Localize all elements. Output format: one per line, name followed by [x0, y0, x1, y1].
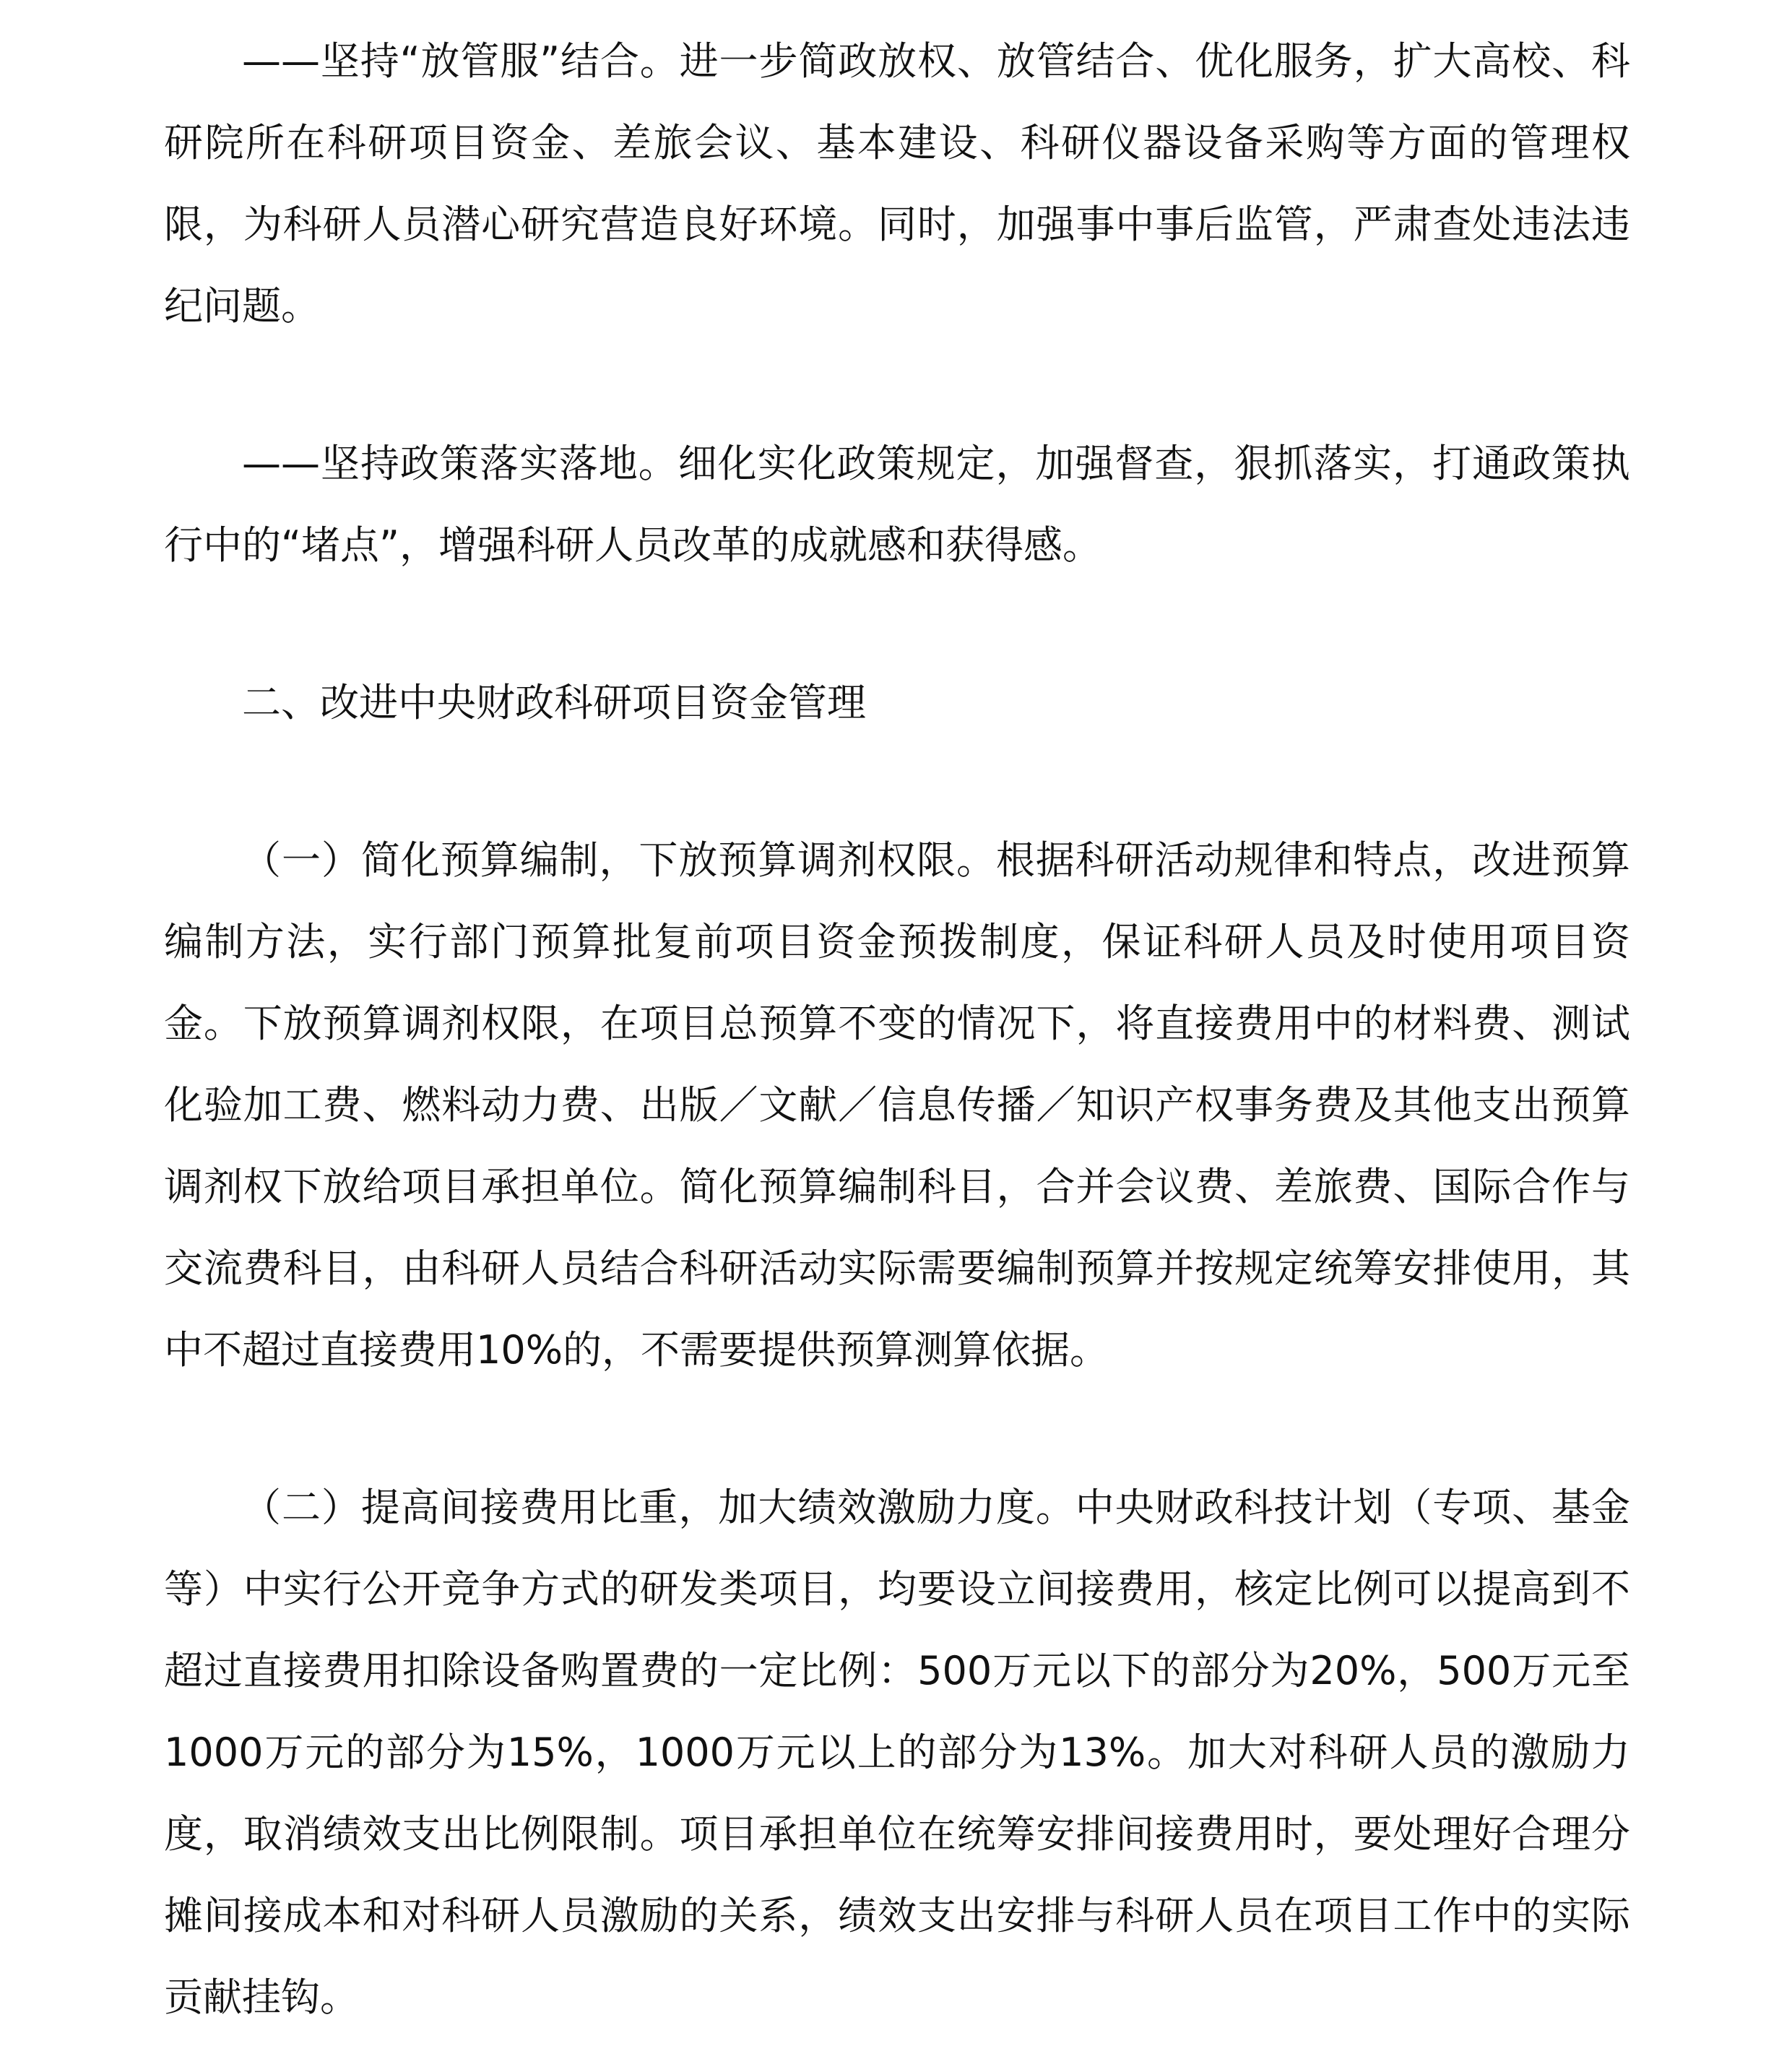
paragraph-gap: [164, 586, 1630, 662]
paragraph-item-1-budget: （一）简化预算编制，下放预算调剂权限。根据科研活动规律和特点，改进预算编制方法，实行部门预算批复前项目资金预拨制度，保证科研人员及时使用项目资金。下放预算调剂权限，在项目总预算不变的情况下，将直接费用中的材料费、测试化验加工费、燃料动力费、出版／文献／信息传播／知识产权事务费及其他支出预算调剂权下放给项目承担单位。简化预算编制科目，合并会议费、差旅费、国际合作与交流费科目，由科研人员结合科研活动实际需要编制预算并按规定统筹安排使用，其中不超过直接费用10%的，不需要提供预算测算依据。: [164, 837, 1630, 1373]
paragraph-principle-policy-implementation: ——坚持政策落实落地。细化实化政策规定，加强督查，狠抓落实，打通政策执行中的“堵点”，增强科研人员改革的成就感和获得感。: [164, 441, 1630, 568]
paragraph-gap: [164, 347, 1630, 423]
document-body: [164, 20, 1630, 2038]
paragraph-gap: [164, 1391, 1630, 1467]
paragraph-gap: [164, 743, 1630, 819]
paragraph-principle-fangguanfu: ——坚持“放管服”结合。进一步简政放权、放管结合、优化服务，扩大高校、科研院所在科研项目资金、差旅会议、基本建设、科研仪器设备采购等方面的管理权限，为科研人员潜心研究营造良好环境。同时，加强事中事后监管，严肃查处违法违纪问题。: [164, 38, 1630, 329]
section-heading: 二、改进中央财政科研项目资金管理: [242, 680, 866, 725]
paragraph-item-2-indirect-costs: （二）提高间接费用比重，加大绩效激励力度。中央财政科技计划（专项、基金等）中实行公开竞争方式的研发类项目，均要设立间接费用，核定比例可以提高到不超过直接费用扣除设备购置费的一定比例：500万元以下的部分为20%，500万元至1000万元的部分为15%，1000万元以上的部分为13%。加大对科研人员的激励力度，取消绩效支出比例限制。项目承担单位在统筹安排间接费用时，要处理好合理分摊间接成本和对科研人员激励的关系，绩效支出安排与科研人员在项目工作中的实际贡献挂钩。: [164, 1485, 1630, 2020]
